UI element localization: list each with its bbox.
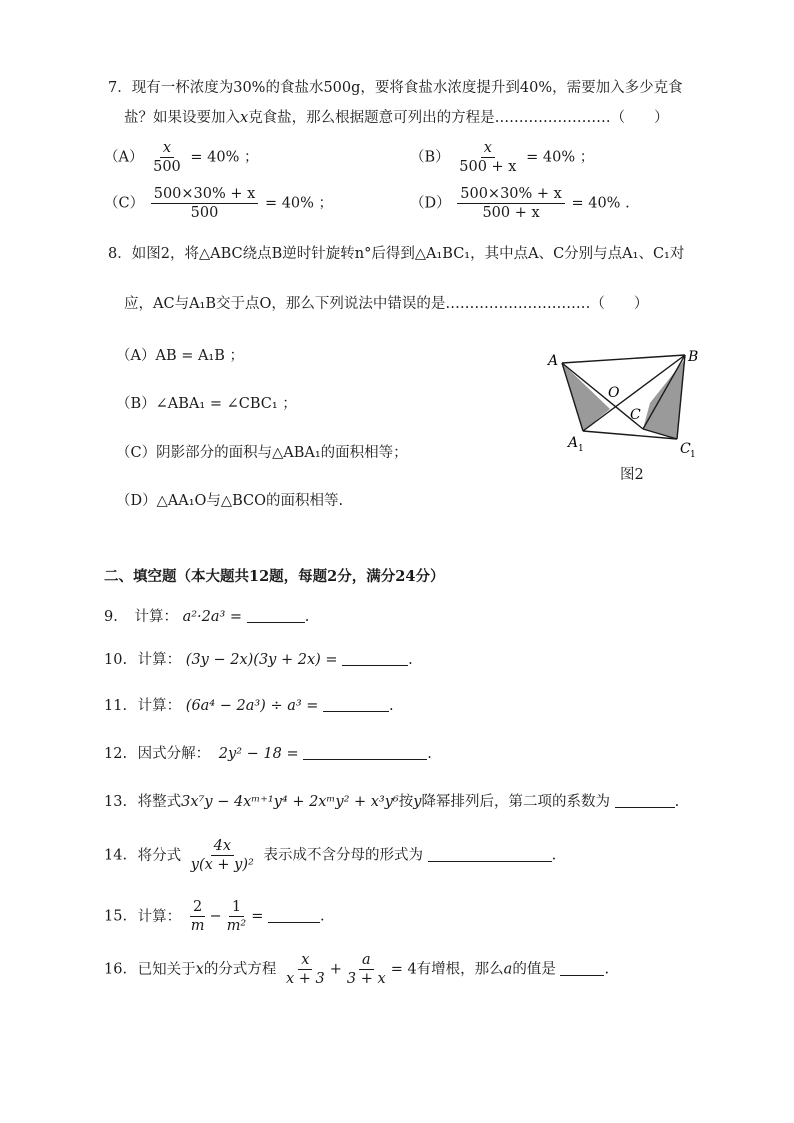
- q7-option-b: [410, 140, 594, 175]
- q16-var2: a: [503, 961, 513, 978]
- q13-var: y: [413, 794, 422, 810]
- period: .: [320, 908, 325, 925]
- q16-text: 的分式方程: [203, 961, 277, 978]
- q10-prompt: 计算：: [137, 652, 182, 668]
- denominator: x + 3: [285, 971, 325, 987]
- q13-prompt: 将整式: [137, 794, 182, 810]
- q13-expression: 3x⁷y − 4xᵐ⁺¹y⁴ + 2xᵐy² + x³y⁶: [181, 794, 399, 810]
- q14-answer-blank[interactable]: [428, 847, 552, 862]
- numerator: a: [359, 952, 374, 970]
- option-label: （C）: [104, 195, 145, 212]
- label-a1: A: [568, 435, 579, 451]
- numerator: 500×30% + x: [457, 186, 565, 204]
- q16-text-end: 的值是: [512, 961, 556, 978]
- fraction: [188, 899, 208, 934]
- q13: [104, 790, 679, 811]
- option-tail: = 40% .: [571, 195, 630, 212]
- q10-expression: (3y − 2x)(3y + 2x) =: [185, 652, 338, 668]
- q9-number: 9.: [104, 609, 118, 625]
- q11-answer-blank[interactable]: [323, 697, 389, 712]
- figure-caption: 图2: [620, 467, 644, 483]
- period: .: [674, 794, 680, 810]
- period: .: [427, 746, 432, 762]
- label-o: O: [608, 385, 620, 401]
- q12-answer-blank[interactable]: [303, 745, 427, 760]
- operator: −: [209, 908, 222, 925]
- denominator: 500 + x: [482, 205, 540, 221]
- denominator: m: [190, 918, 205, 934]
- denominator: 500 + x: [459, 159, 517, 175]
- q15: [104, 899, 325, 934]
- q8-line1: 8．如图2，将△ABC绕点B逆时针旋转n°后得到△A₁BC₁，其中点A、C分别与点A₁、C₁对: [108, 246, 685, 262]
- q9: [104, 605, 309, 626]
- label-c1: C: [680, 441, 691, 457]
- q7-var: x: [240, 110, 249, 126]
- fraction: [224, 899, 250, 934]
- denominator: 500: [190, 205, 219, 221]
- period: .: [389, 698, 394, 714]
- period: .: [551, 847, 557, 864]
- q10: [104, 648, 413, 669]
- denominator: m²: [226, 918, 247, 934]
- q14-text: 表示成不含分母的形式为: [263, 847, 423, 864]
- q13-number: 13.: [104, 794, 128, 810]
- q14-number: 14.: [104, 847, 128, 864]
- q8-option-c: （C）阴影部分的面积与△ABA₁的面积相等；: [116, 445, 408, 461]
- q8-line2: 应，AC与A₁B交于点O，那么下列说法中错误的是…………………………（ ）: [124, 296, 649, 312]
- q7-line1: 7．现有一杯浓度为30%的食盐水500g，要将食盐水浓度提升到40%，需要加入多少克食: [108, 80, 683, 96]
- q16-answer-blank[interactable]: [560, 961, 604, 976]
- q11-prompt: 计算：: [137, 698, 182, 714]
- option-tail: = 40% ；: [264, 195, 334, 212]
- label-a: A: [548, 353, 559, 369]
- q12: [104, 742, 432, 763]
- denominator: y(x + y)²: [190, 857, 254, 873]
- label-b: B: [688, 349, 699, 365]
- fraction: [150, 140, 184, 175]
- q15-number: 15.: [104, 908, 128, 925]
- q12-expression: 2y² − 18 =: [218, 746, 299, 762]
- q11-number: 11.: [104, 698, 128, 714]
- q16: [104, 952, 609, 987]
- section-heading: 二、填空题（本大题共12题，每题2分，满分24分）: [104, 568, 445, 585]
- q11: [104, 694, 394, 715]
- numerator: 4x: [211, 838, 234, 856]
- option-label: （B）: [410, 149, 450, 166]
- fraction: [344, 952, 389, 987]
- period: .: [304, 609, 310, 625]
- q16-number: 16.: [104, 961, 128, 978]
- q8-option-b: （B）∠ABA₁ = ∠CBC₁ ；: [116, 396, 297, 412]
- q7-option-c: [104, 186, 333, 221]
- operator: +: [329, 961, 342, 978]
- label-c: C: [630, 407, 641, 423]
- q16-text: 有增根，那么: [416, 961, 504, 978]
- numerator: 2: [190, 899, 205, 917]
- fraction: [456, 140, 519, 175]
- q12-prompt: 因式分解：: [137, 746, 211, 762]
- numerator: x: [298, 952, 312, 970]
- fraction: [457, 186, 565, 221]
- q8-option-a: （A）AB = A₁B ；: [116, 348, 245, 364]
- q9-prompt: 计算：: [134, 609, 178, 625]
- numerator: 1: [229, 899, 244, 917]
- q15-answer-blank[interactable]: [268, 908, 320, 923]
- fraction: [188, 838, 257, 873]
- q12-number: 12.: [104, 746, 128, 762]
- q15-prompt: 计算：: [137, 908, 182, 925]
- option-label: （A）: [104, 149, 144, 166]
- q11-expression: (6a⁴ − 2a³) ÷ a³ =: [185, 698, 319, 714]
- label-c1-sub: 1: [690, 450, 696, 460]
- label-a1-sub: 1: [578, 444, 584, 454]
- denominator: 3 + x: [346, 971, 386, 987]
- q10-number: 10.: [104, 652, 128, 668]
- numerator: x: [481, 140, 495, 158]
- operator: =: [251, 908, 264, 925]
- q7-text-end: 克食盐，那么根据题意可列出的方程是……………………（ ）: [248, 110, 669, 126]
- option-label: （D）: [410, 195, 451, 212]
- period: .: [604, 961, 610, 978]
- q7-line2: [124, 106, 669, 127]
- option-tail: = 40% ；: [190, 149, 259, 166]
- q16-var: x: [195, 961, 204, 978]
- q9-answer-blank[interactable]: [247, 608, 305, 623]
- q9-expression: a²·2a³ =: [182, 609, 243, 625]
- q14: [104, 838, 556, 873]
- fraction: [151, 186, 259, 221]
- q10-answer-blank[interactable]: [342, 651, 408, 666]
- option-tail: = 40% ；: [526, 149, 595, 166]
- q8-option-d: （D）△AA₁O与△BCO的面积相等.: [116, 493, 344, 509]
- operator: = 4: [390, 961, 417, 978]
- q7-option-a: [104, 140, 259, 175]
- fraction: [283, 952, 328, 987]
- q13-text: 按: [398, 794, 414, 810]
- edge-ab: [562, 355, 685, 363]
- period: .: [408, 652, 413, 668]
- q7-text: 盐？如果设要加入: [124, 110, 240, 126]
- numerator: 500×30% + x: [151, 186, 259, 204]
- q13-text-end: 降幂排列后，第二项的系数为: [421, 794, 610, 810]
- denominator: 500: [153, 159, 181, 175]
- numerator: x: [160, 140, 174, 158]
- q13-answer-blank[interactable]: [615, 793, 675, 808]
- q7-option-d: [410, 186, 630, 221]
- q14-prompt: 将分式: [137, 847, 182, 864]
- q16-prompt: 已知关于: [137, 961, 196, 978]
